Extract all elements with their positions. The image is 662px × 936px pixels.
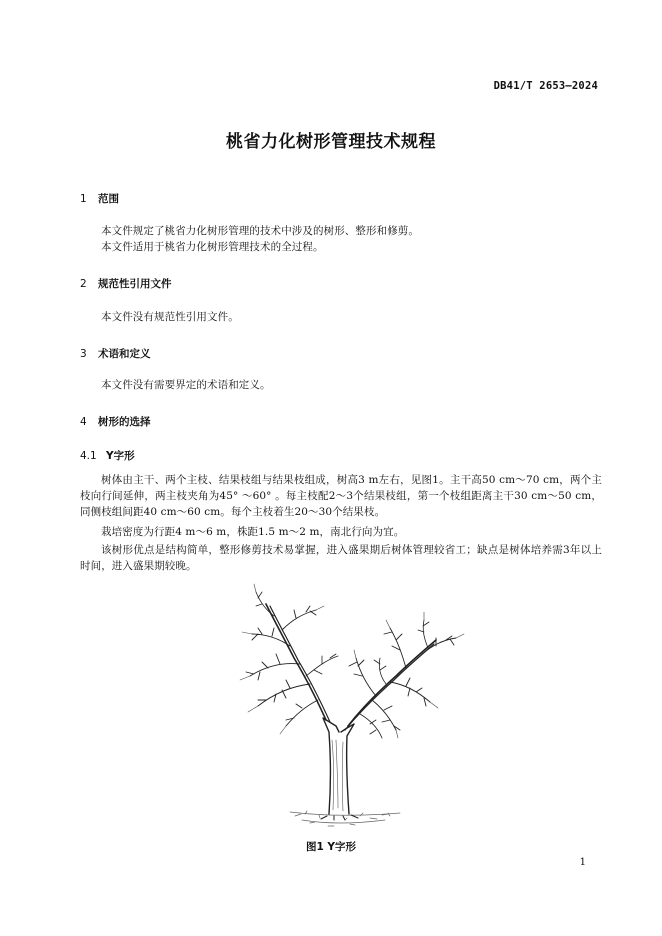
section-title: 范围 — [98, 193, 119, 205]
subsection-4-1-heading — [80, 448, 135, 463]
figure-caption: 图1 Y字形 — [305, 841, 357, 853]
section-1-paragraph-1: 本文件规定了桃省力化树形管理的技术中涉及的树形、整形和修剪。 — [101, 225, 419, 237]
section-number: 1 — [80, 193, 87, 205]
section-number: 4 — [80, 416, 87, 428]
section-number: 2 — [80, 278, 87, 290]
section-2-paragraph-1: 本文件没有规范性引用文件。 — [101, 311, 239, 323]
subsection-title: Y字形 — [106, 450, 135, 462]
subsection-4-1-paragraph-3: 该树形优点是结构简单，整形修剪技术易掌握，进入盛果期后树体管理较省工；缺点是树体培养需3年以上时间，进入盛果期较晚。 — [80, 544, 602, 572]
y-shaped-tree-illustration — [210, 580, 472, 835]
section-title: 树形的选择 — [98, 416, 151, 428]
standard-code: DB41/T 2653—2024 — [493, 80, 598, 92]
document-title: 桃省力化树形管理技术规程 — [226, 132, 436, 152]
section-title: 术语和定义 — [98, 348, 151, 360]
figure-1 — [210, 580, 472, 835]
section-1-paragraph-2: 本文件适用于桃省力化树形管理技术的全过程。 — [101, 241, 324, 253]
section-number: 3 — [80, 348, 87, 360]
subsection-4-1-paragraph-2: 栽培密度为行距4 m～6 m，株距1.5 m～2 m，南北行向为宜。 — [101, 526, 405, 538]
section-3-heading — [80, 346, 151, 361]
section-4-heading — [80, 414, 151, 429]
section-2-heading — [80, 276, 172, 291]
section-3-paragraph-1: 本文件没有需要界定的术语和定义。 — [101, 379, 271, 391]
subsection-4-1-paragraph-1: 树体由主干、两个主枝、结果枝组与结果枝组成，树高3 m左右，见图1。主干高50 cm～70 cm，两个主枝向行间延伸，两主枝夹角为45° ～60° 。每主枝配2～3个结果枝组，第一个枝组距离主干30 cm～50 cm，同侧枝组间距40 cm～60 cm。每个主枝着生20～30个结果枝。 — [80, 474, 602, 518]
page-number: 1 — [579, 857, 586, 868]
subsection-number: 4.1 — [80, 450, 97, 462]
section-1-heading — [80, 191, 119, 206]
section-title: 规范性引用文件 — [98, 278, 172, 290]
